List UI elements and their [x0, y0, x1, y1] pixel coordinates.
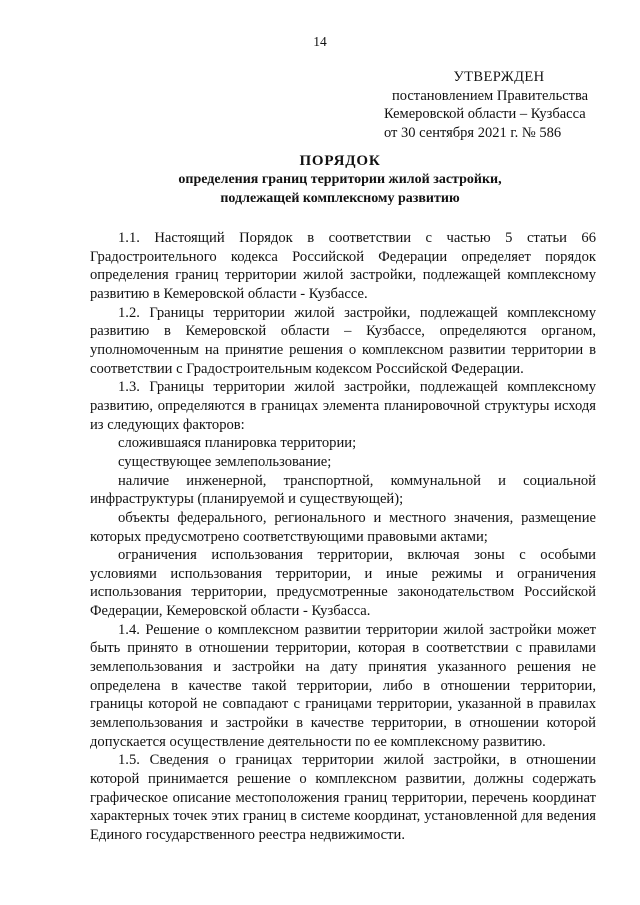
factor-item: объекты федерального, регионального и местного значения, размещение которых предусмотрено соответствующими правовыми актами;: [90, 509, 596, 545]
paragraph-1-3: 1.3. Границы территории жилой застройки, подлежащей комплексному развитию, определяются в границах элемента планировочной структуры исходя из следующих факторов:: [90, 379, 596, 433]
paragraph-1-2: 1.2. Границы территории жилой застройки, подлежащей комплексному развитию в Кемеровской области – Кузбассе, определяются органом, уполномоченным на принятие решения о комплексном развитии территории в соответствии с Градостроительным кодексом Российской Федерации.: [90, 304, 596, 377]
document-body: [90, 229, 596, 845]
approval-line-decree: постановлением Правительства: [392, 87, 589, 104]
approval-line-date: от 30 сентября 2021 г. № 586: [384, 124, 562, 141]
approval-title: УТВЕРЖДЕН: [453, 69, 545, 85]
paragraph-1-1: 1.1. Настоящий Порядок в соответствии с частью 5 статьи 66 Градостроительного кодекса Российской Федерации определяет порядок определения границ территории жилой застройки, подлежащей комплексному развитию в Кемеровской области - Кузбассе.: [90, 230, 596, 302]
factor-item: существующее землепользование;: [118, 453, 332, 470]
document-subtitle-line2: подлежащей комплексному развитию: [220, 190, 460, 206]
approval-stamp: [384, 68, 614, 142]
document-title: ПОРЯДОК: [299, 153, 381, 169]
page-number: 14: [313, 34, 327, 49]
paragraph-1-5: 1.5. Сведения о границах территории жилой застройки, в отношении которой принимается решение о комплексном развитии, должны содержать графическое описание местоположения границ территории, перечень координат характерных точек этих границ в системе координат, установленной для ведения Единого государственного реестра недвижимости.: [90, 752, 596, 843]
paragraph-1-4: 1.4. Решение о комплексном развитии территории жилой застройки может быть принято в отношении территории, которая в соответствии с правилами землепользования и застройки на дату принятия указанного решения не определена в качестве такой территории, либо в отношении территории, границы которой не совпадают с границами территории, указанной в правилах землепользования и застройки в качестве территории, в отношении которой допускается осуществление деятельности по ее комплексному развитию.: [90, 621, 596, 750]
factor-item: наличие инженерной, транспортной, коммунальной и социальной инфраструктуры (планируемой и существующей);: [90, 472, 596, 508]
approval-line-region: Кемеровской области – Кузбасса: [384, 106, 586, 122]
document-title-block: [80, 152, 600, 208]
factor-item: ограничения использования территории, включая зоны с особыми условиями использования территории, и иные режимы и ограничения использования территории, предусмотренные законодательством Российской Федерации, Кемеровской области - Кузбасса.: [90, 547, 596, 620]
document-subtitle-line1: определения границ территории жилой застройки,: [178, 172, 502, 187]
factor-item: сложившаяся планировка территории;: [118, 435, 357, 452]
